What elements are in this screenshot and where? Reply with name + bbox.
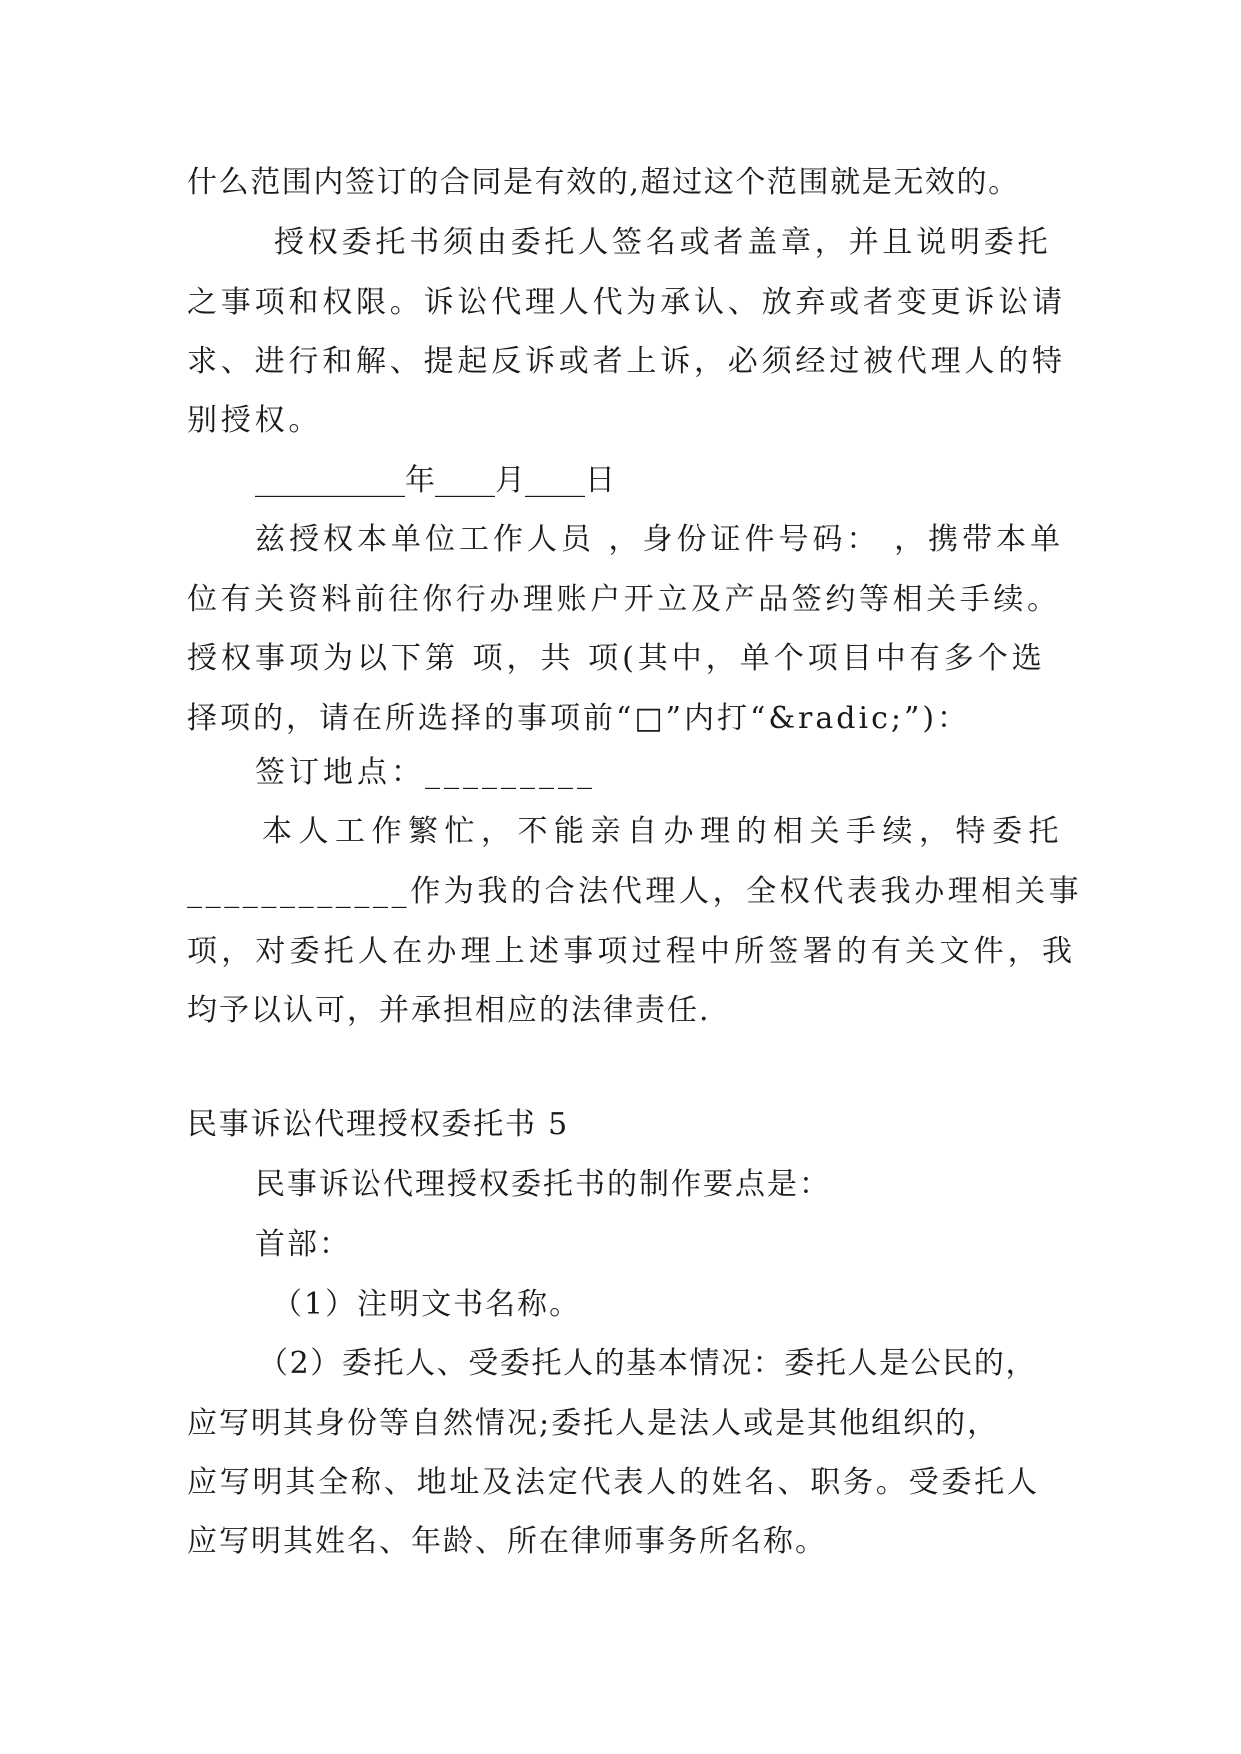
paragraph-line: 授权委托书须由委托人签名或者盖章，并且说明委托: [274, 225, 1052, 260]
paragraph-line: 什么范围内签订的合同是有效的,超过这个范围就是无效的。: [187, 165, 1020, 200]
paragraph-line: 择项的，请在所选择的事项前“□”内打“&radic;”)：: [187, 701, 971, 736]
date-line: __________年____月____日: [255, 463, 615, 498]
paragraph-line: 兹授权本单位工作人员 ，身份证件号码： ，携带本单: [255, 522, 1065, 557]
paragraph-line: 应写明其姓名、年龄、所在律师事务所名称。: [187, 1524, 827, 1559]
paragraph-line: 本人工作繁忙，不能亲自办理的相关手续，特委托: [262, 814, 1065, 849]
paragraph-line: 应写明其全称、地址及法定代表人的姓名、职务。受委托人: [187, 1465, 1040, 1500]
list-item: （1）注明文书名称。: [272, 1287, 582, 1322]
list-item: （2）委托人、受委托人的基本情况：委托人是公民的，: [258, 1346, 1038, 1381]
paragraph-line: ____________作为我的合法代理人，全权代表我办理相关事: [187, 874, 1083, 909]
signing-place-line: 签订地点：_________: [255, 755, 596, 790]
paragraph-line: 项，对委托人在办理上述事项过程中所签署的有关文件，我: [187, 934, 1077, 969]
section-title: 民事诉讼代理授权委托书 5: [187, 1107, 570, 1142]
paragraph-line: 授权事项为以下第 项，共 项(其中，单个项目中有多个选: [187, 641, 1046, 676]
paragraph-line: 求、进行和解、提起反诉或者上诉，必须经过被代理人的特: [187, 344, 1066, 379]
paragraph-line: 均予以认可，并承担相应的法律责任.: [187, 993, 711, 1028]
paragraph-line: 别授权。: [187, 403, 323, 438]
paragraph-line: 之事项和权限。诉讼代理人代为承认、放弃或者变更诉讼请: [187, 285, 1066, 320]
paragraph-line: 民事诉讼代理授权委托书的制作要点是：: [255, 1167, 831, 1202]
paragraph-line: 应写明其身份等自然情况;委托人是法人或是其他组织的，: [187, 1406, 1000, 1441]
paragraph-line: 首部：: [255, 1227, 351, 1262]
paragraph-line: 位有关资料前往你行办理账户开立及产品签约等相关手续。: [187, 582, 1061, 617]
